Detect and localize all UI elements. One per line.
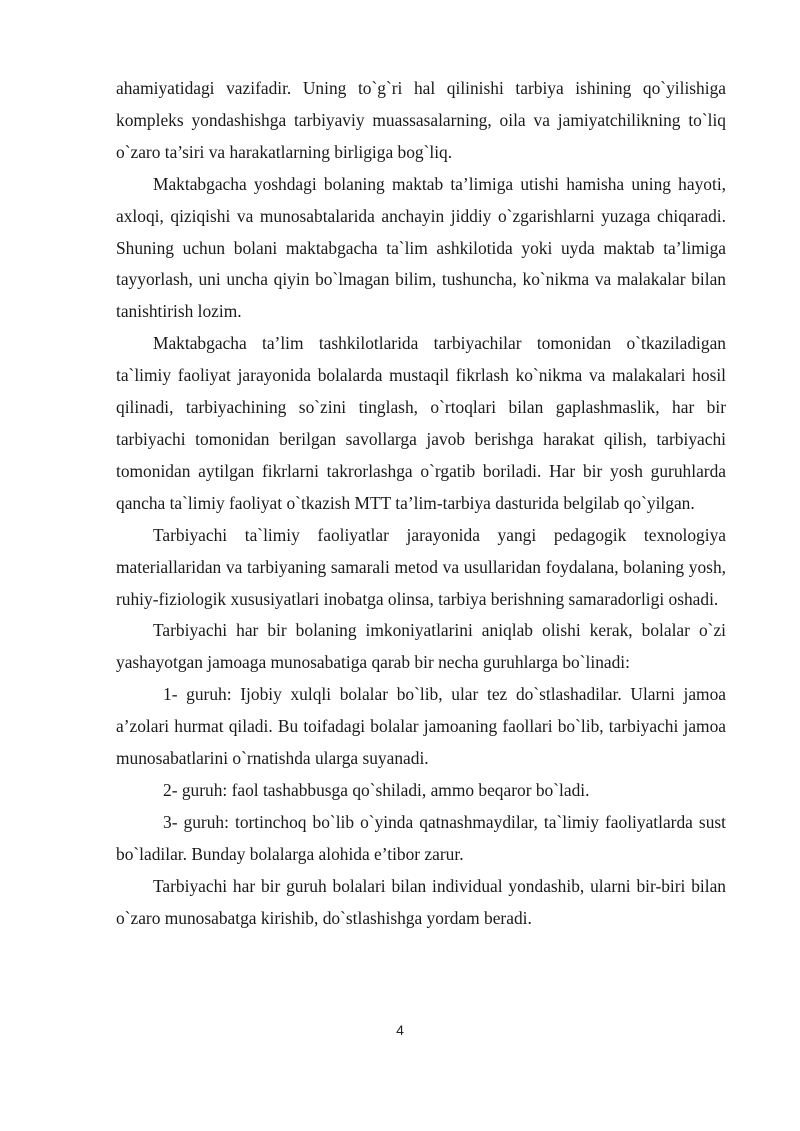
body-text (116, 73, 726, 934)
group-item: 2- guruh: faol tashabbusga qo`shiladi, ammo beqaror bo`ladi. (163, 779, 590, 800)
group-item: 3- guruh: tortinchoq bo`lib o`yinda qatnashmaydilar, ta`limiy faoliyatlarda sust bo`ladilar. Bunday bolalarga alohida e’tibor zarur. (116, 811, 726, 864)
paragraph: Maktabgacha yoshdagi bolaning maktab ta’limiga utishi hamisha uning hayoti, axloqi, qiziqishi va munosabtalarida anchayin jiddiy o`zgarishlarni yuzaga chiqaradi. Shuning uchun bolani maktabgacha ta`lim ashkilotida yoki uyda maktab ta’limiga tayyorlash, uni uncha qiyin bo`lmagan bilim, tushuncha, ko`nikma va malakalar bilan tanishtirish lozim. (116, 173, 726, 322)
paragraph: Tarbiyachi har bir guruh bolalari bilan individual yondashib, ularni bir-biri bilan o`zaro munosabatga kirishib, do`stlashishga yordam beradi. (116, 875, 726, 928)
group-item: 1- guruh: Ijobiy xulqli bolalar bo`lib, ular tez do`stlashadilar. Ularni jamoa a’zolari hurmat qiladi. Bu toifadagi bolalar jamoaning faollari bo`lib, tarbiyachi jamoa munosabatlarini o`rnatishda ularga suyanadi. (116, 684, 726, 769)
paragraph: Tarbiyachi har bir bolaning imkoniyatlarini aniqlab olishi kerak, bolalar o`zi yashayotgan jamoaga munosabatiga qarab bir necha guruhlarga bo`linadi: (116, 620, 726, 673)
paragraph: Tarbiyachi ta`limiy faoliyatlar jarayonida yangi pedagogik texnologiya materiallaridan va tarbiyaning samarali metod va usullaridan foydalana, bolaning yosh, ruhiy-fiziologik xususiyatlari inobatga olinsa, tarbiya berishning samaradorligi oshadi. (116, 524, 726, 609)
paragraph: ahamiyatidagi vazifadir. Uning to`g`ri hal qilinishi tarbiya ishining qo`yilishiga kompleks yondashishga tarbiyaviy muassasalarning, oila va jamiyatchilikning to`liq o`zaro ta’siri va harakatlarning birligiga bog`liq. (116, 78, 726, 162)
page-number: 4 (396, 1022, 404, 1038)
paragraph: Maktabgacha ta’lim tashkilotlarida tarbiyachilar tomonidan o`tkaziladigan ta`limiy faoliyat jarayonida bolalarda mustaqil fikrlash ko`nikma va malakalari hosil qilinadi, tarbiyachining so`zini tinglash, o`rtoqlari bilan gaplashmaslik, har bir tarbiyachi tomonidan berilgan savollarga javob berishga harakat qilish, tarbiyachi tomonidan aytilgan fikrlarni takrorlashga o`rgatib boriladi. Har bir yosh guruhlarda qancha ta`limiy faoliyat o`tkazish MTT ta’lim-tarbiya dasturida belgilab qo`yilgan. (116, 333, 726, 513)
